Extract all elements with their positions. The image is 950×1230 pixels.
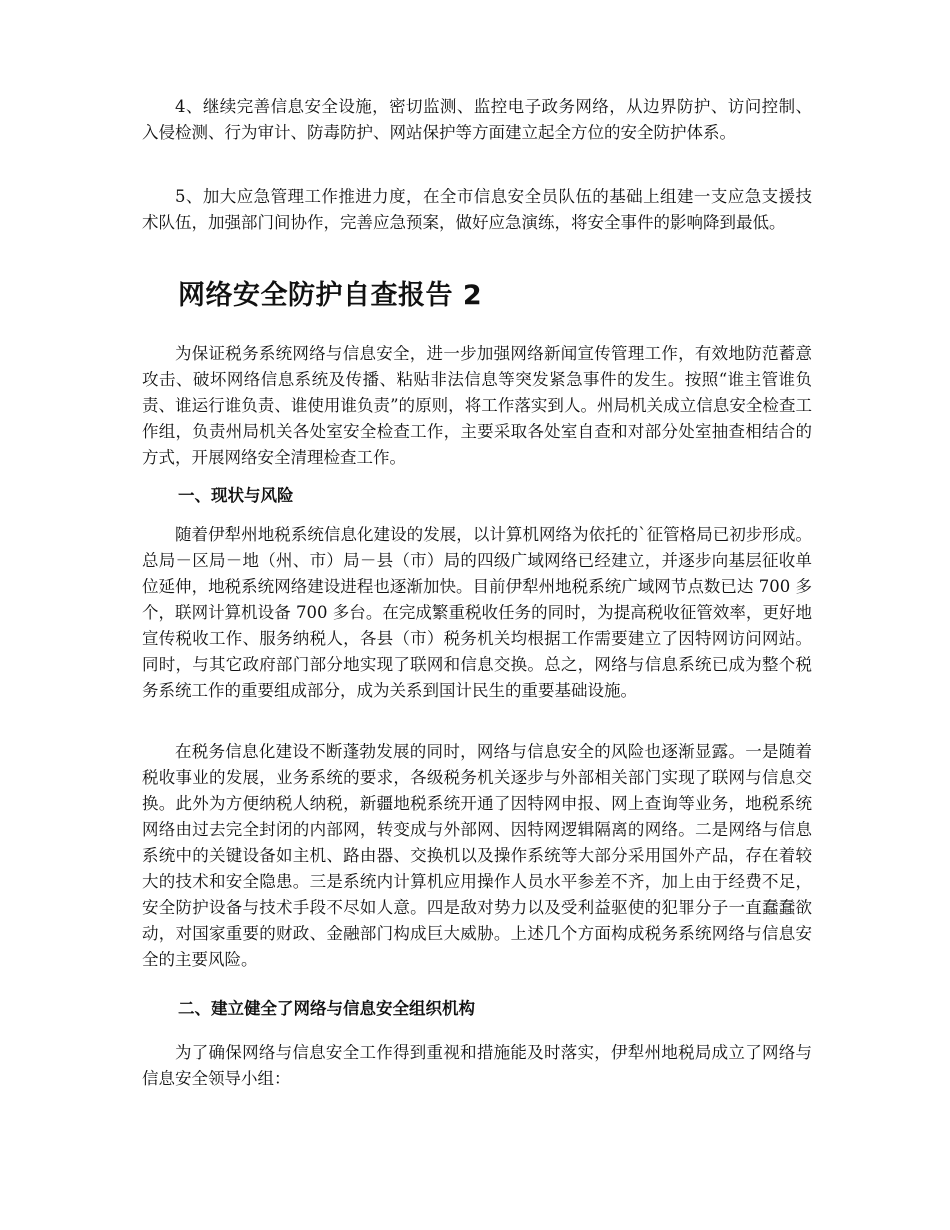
section-heading-organization: 二、建立健全了网络与信息安全组织机构 <box>178 999 475 1018</box>
paragraph-organization: 为了确保网络与信息安全工作得到重视和措施能及时落实，伊犁州地税局成立了网络与信息安全领导小组： <box>142 1043 812 1088</box>
report-title: 网络安全防护自查报告 2 <box>178 280 483 311</box>
section-heading-status-and-risk: 一、现状与风险 <box>178 486 294 505</box>
paragraph-item-5: 5、加大应急管理工作推进力度，在全市信息安全员队伍的基础上组建一支应急支援技术队伍，加强部门间协作，完善应急预案，做好应急演练，将安全事件的影响降到最低。 <box>142 187 812 232</box>
paragraph-item-4: 4、继续完善信息安全设施，密切监测、监控电子政务网络，从边界防护、访问控制、入侵检测、行为审计、防毒防护、网站保护等方面建立起全方位的安全防护体系。 <box>142 97 812 142</box>
paragraph-status: 随着伊犁州地税系统信息化建设的发展，以计算机网络为依托的`征管格局已初步形成。总局－区局－地（州、市）局－县（市）局的四级广域网络已经建立，并逐步向基层征收单位延伸，地税系统网络建设进程也逐渐加快。目前伊犁州地税系统广域网节点数已达 700 多个，联网计算机设备 700 多台。在完成繁重税收任务的同时，为提高税收征管效率，更好地宣传税收工作、服务纳税人，各县（市）税务机关均根据工作需要建立了因特网访问网站。同时，与其它政府部门部分地实现了联网和信息交换。总之，网络与信息系统已成为整个税务系统工作的重要组成部分，成为关系到国计民生的重要基础设施。 <box>142 525 812 700</box>
paragraph-intro: 为保证税务系统网络与信息安全，进一步加强网络新闻宣传管理工作，有效地防范蓄意攻击、破坏网络信息系统及传播、粘贴非法信息等突发紧急事件的发生。按照“谁主管谁负责、谁运行谁负责、谁使用谁负责”的原则，将工作落实到人。州局机关成立信息安全检查工作组，负责州局机关各处室安全检查工作，主要采取各处室自查和对部分处室抽查相结合的方式，开展网络安全清理检查工作。 <box>142 344 812 467</box>
paragraph-risk: 在税务信息化建设不断蓬勃发展的同时，网络与信息安全的风险也逐渐显露。一是随着税收事业的发展，业务系统的要求，各级税务机关逐步与外部相关部门实现了联网与信息交换。此外为方便纳税人纳税，新疆地税系统开通了因特网申报、网上查询等业务，地税系统网络由过去完全封闭的内部网，转变成与外部网、因特网逻辑隔离的网络。二是网络与信息系统中的关键设备如主机、路由器、交换机以及操作系统等大部分采用国外产品，存在着较大的技术和安全隐患。三是系统内计算机应用操作人员水平参差不齐，加上由于经费不足，安全防护设备与技术手段不尽如人意。四是敌对势力以及受利益驱使的犯罪分子一直蠢蠢欲动，对国家重要的财政、金融部门构成巨大威胁。上述几个方面构成税务系统网络与信息安全的主要风险。 <box>142 742 812 969</box>
